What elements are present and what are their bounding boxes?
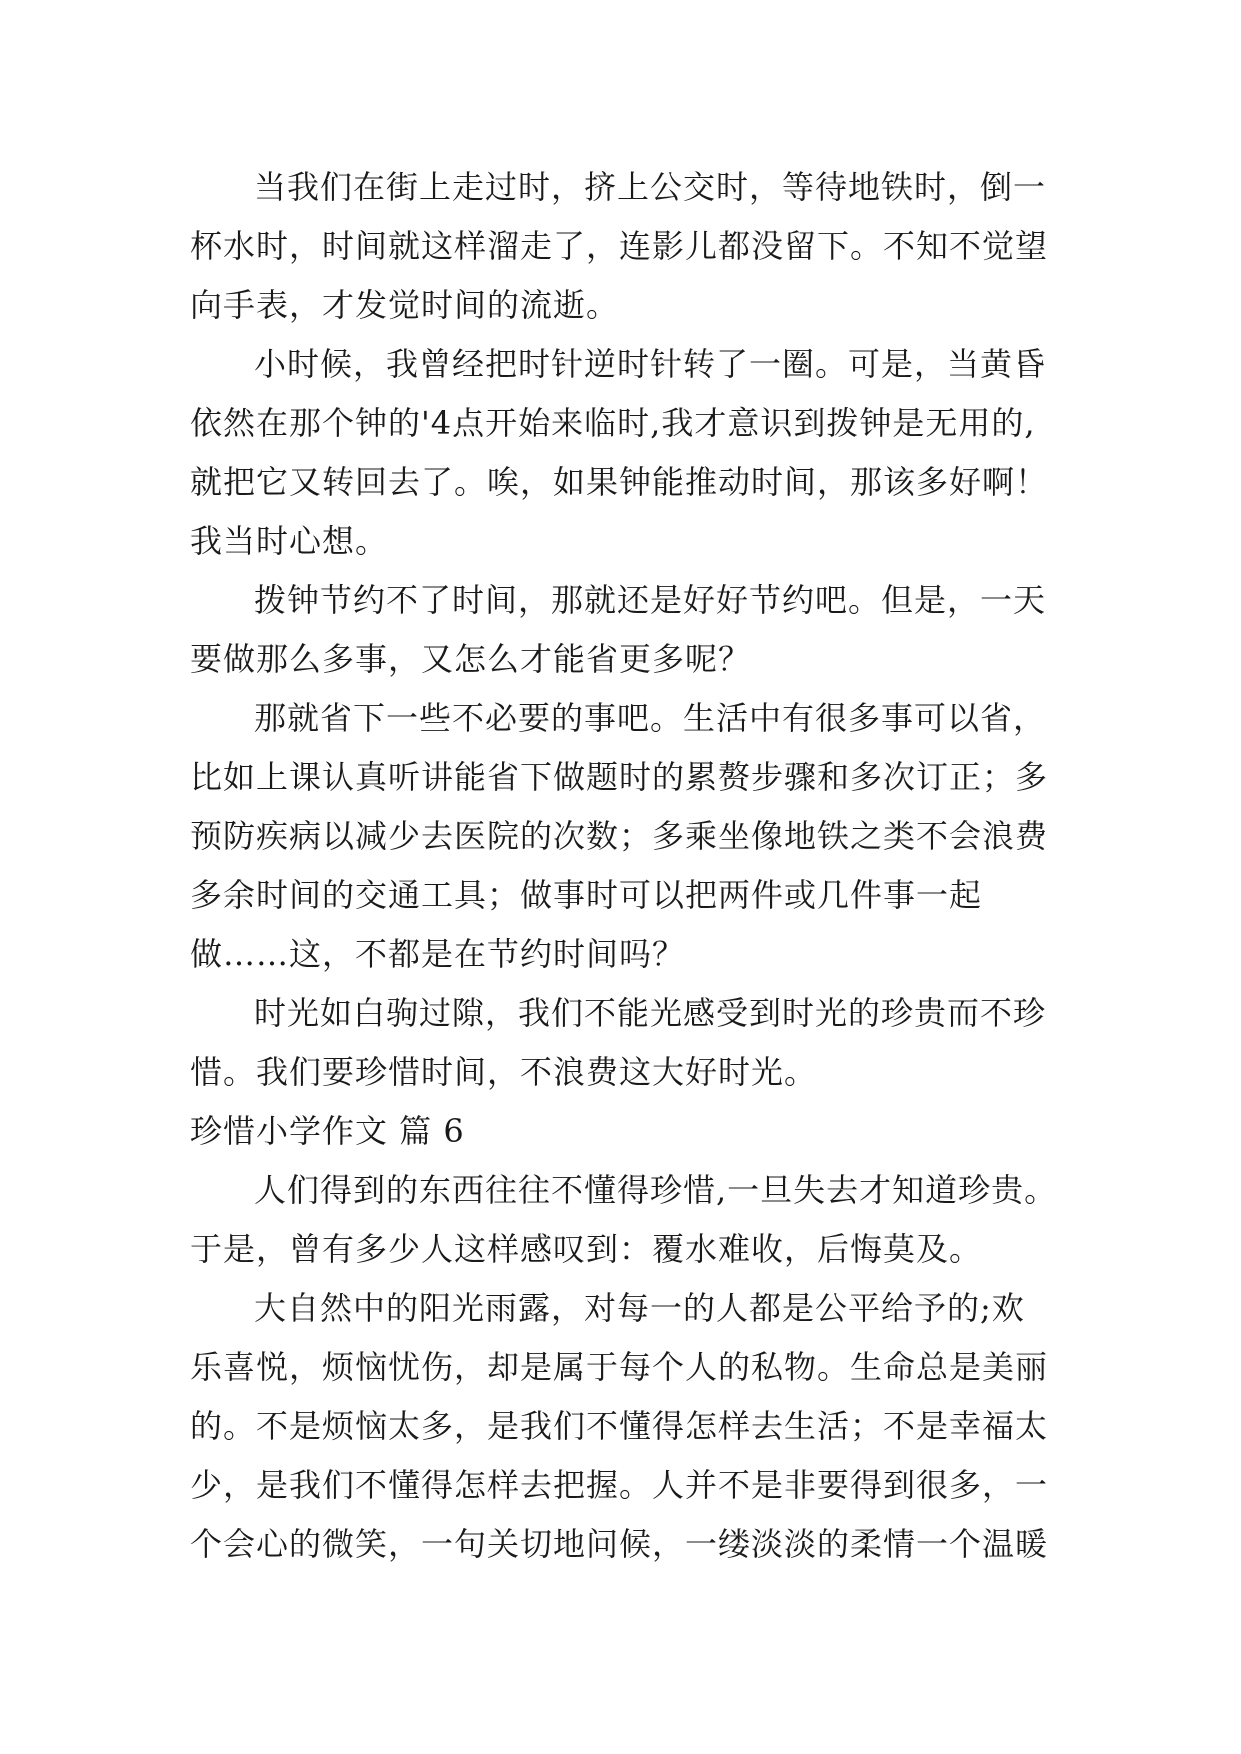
section-heading: 珍惜小学作文 篇 6	[190, 1112, 465, 1150]
paragraph-line: 拨钟节约不了时间，那就还是好好节约吧。但是，一天	[254, 581, 1047, 619]
paragraph-line: 要做那么多事，又怎么才能省更多呢？	[190, 640, 752, 678]
paragraph-line: 比如上课认真听讲能省下做题时的累赘步骤和多次订正；多	[190, 758, 1049, 796]
paragraph-line: 多余时间的交通工具；做事时可以把两件或几件事一起	[190, 876, 983, 914]
paragraph-line: 人们得到的东西往往不懂得珍惜,一旦失去才知道珍贵。	[254, 1171, 1058, 1209]
paragraph-line: 那就省下一些不必要的事吧。生活中有很多事可以省，	[254, 699, 1047, 737]
paragraph-line: 杯水时，时间就这样溜走了，连影儿都没留下。不知不觉望	[190, 227, 1049, 265]
paragraph-line: 向手表，才发觉时间的流逝。	[190, 286, 620, 324]
paragraph-line: 当我们在街上走过时，挤上公交时，等待地铁时，倒一	[254, 168, 1047, 206]
paragraph-line: 我当时心想。	[190, 522, 389, 560]
paragraph-line: 少，是我们不懂得怎样去把握。人并不是非要得到很多，一	[190, 1466, 1049, 1504]
paragraph-line: 依然在那个钟的'4点开始来临时,我才意识到拨钟是无用的,	[190, 404, 1036, 442]
paragraph-line: 就把它又转回去了。唉，如果钟能推动时间，那该多好啊！	[190, 463, 1049, 501]
paragraph-line: 的。不是烦恼太多，是我们不懂得怎样去生活；不是幸福太	[190, 1407, 1049, 1445]
paragraph-line: 乐喜悦，烦恼忧伤，却是属于每个人的私物。生命总是美丽	[190, 1348, 1049, 1386]
document-page	[190, 158, 1070, 1574]
paragraph-line: 小时候，我曾经把时针逆时针转了一圈。可是，当黄昏	[254, 345, 1047, 383]
paragraph-line: 大自然中的阳光雨露，对每一的人都是公平给予的;欢	[254, 1289, 1025, 1327]
paragraph-line: 于是，曾有多少人这样感叹到：覆水难收，后悔莫及。	[190, 1230, 983, 1268]
paragraph-line: 个会心的微笑，一句关切地问候，一缕淡淡的柔情一个温暖	[190, 1525, 1049, 1563]
paragraph-line: 预防疾病以减少去医院的次数；多乘坐像地铁之类不会浪费	[190, 817, 1049, 855]
paragraph-line: 做……这，不都是在节约时间吗？	[190, 935, 686, 973]
paragraph-line: 惜。我们要珍惜时间，不浪费这大好时光。	[190, 1053, 818, 1091]
paragraph-line: 时光如白驹过隙，我们不能光感受到时光的珍贵而不珍	[254, 994, 1047, 1032]
